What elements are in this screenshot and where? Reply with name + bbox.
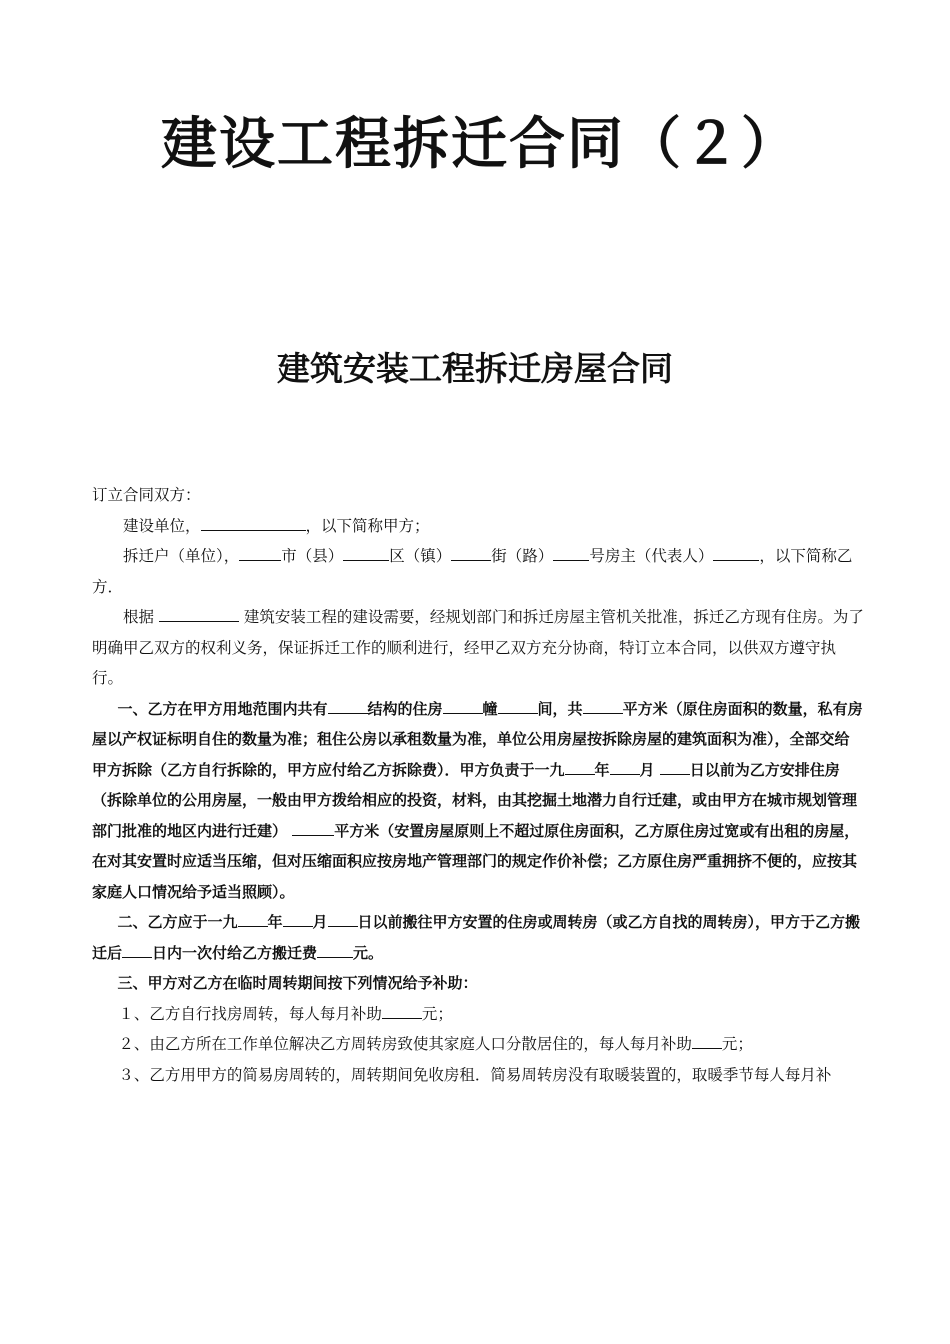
basis-paragraph: 根据 建筑安装工程的建设需要，经规划部门和拆迁房屋主管机关批准，拆迁乙方现有住房。为了明确甲乙双方的权利义务，保证拆迁工作的顺利进行，经甲乙双方充分协商，特订立本合同，以供双方遵守执行。 [92,602,864,694]
blank-field[interactable] [343,545,389,562]
blank-field[interactable] [583,698,623,714]
sub-title: 建筑安装工程拆迁房屋合同 [277,349,673,388]
clause-2: 二、乙方应于一九 年 月 日以前搬往甲方安置的住房或周转房（或乙方自找的周转房），甲方于乙方搬迁后 日内一次付给乙方搬迁费 元。 [92,913,861,962]
blank-field[interactable] [713,545,759,562]
blank-field[interactable] [317,942,353,958]
blank-field[interactable] [382,1002,422,1019]
blank-field[interactable] [239,545,281,562]
blank-field[interactable] [660,759,690,775]
blank-field[interactable] [451,545,491,562]
blank-field[interactable] [610,759,640,775]
blank-field[interactable] [159,606,239,623]
party-b-line: 拆迁户（单位）， 市（县） 区（镇） 街（路） 号房主（代表人） ，以下简称乙方． [92,541,864,602]
blank-field[interactable] [443,698,483,714]
blank-field[interactable] [692,1033,722,1050]
parties-heading: 订立合同双方： [92,486,201,504]
blank-field[interactable] [201,514,306,531]
blank-field[interactable] [328,911,358,927]
party-a-line: 建设单位， ，以下简称甲方； [92,511,864,542]
clause-3-item-2: ２、由乙方所在工作单位解决乙方周转房致使其家庭人口分散居住的，每人每月补助 元； [92,1029,864,1060]
blank-field[interactable] [292,820,334,836]
blank-field[interactable] [565,759,595,775]
blank-field[interactable] [238,911,268,927]
blank-field[interactable] [122,942,152,958]
blank-field[interactable] [283,911,313,927]
clause-1: 一、乙方在甲方用地范围内共有 结构的住房 幢 间，共 平方米（原住房面积的数量，私有房屋以产权证标明自住的数量为准；租住公房以承租数量为准，单位公用房屋按拆除房屋的建筑面积为准），全部交给甲方拆除（乙方自行拆除的，甲方应付给乙方拆除费）．甲方负责于一九 年 月 日以前为乙方安排住房（拆除单位的公用房屋，一般由甲方拨给相应的投资，材料，由其挖掘土地潜力自行迁建，或由甲方在城市规划管理部门批准的地区内进行迁建） 平方米（安置房屋原则上不超过原住房面积，乙方原住房过宽或有出租的房屋，在对其安置时应适当压缩，但对压缩面积应按房地产管理部门的规定作价补偿；乙方原住房严重拥挤不便的，应按其家庭人口情况给予适当照顾）。 [92,699,863,901]
clause-3: 三、甲方对乙方在临时周转期间按下列情况给予补助： [117,974,478,992]
blank-field[interactable] [498,698,538,714]
clause-3-item-3: ３、乙方用甲方的简易房周转的，周转期间免收房租．简易周转房没有取暖装置的，取暖季节每人每月补 [118,1065,832,1084]
blank-field[interactable] [553,545,589,562]
clause-3-item-1: １、乙方自行找房周转，每人每月补助 元； [92,999,864,1030]
blank-field[interactable] [328,698,368,714]
contract-body [92,480,864,1090]
main-title: 建设工程拆迁合同（２） [161,112,799,177]
